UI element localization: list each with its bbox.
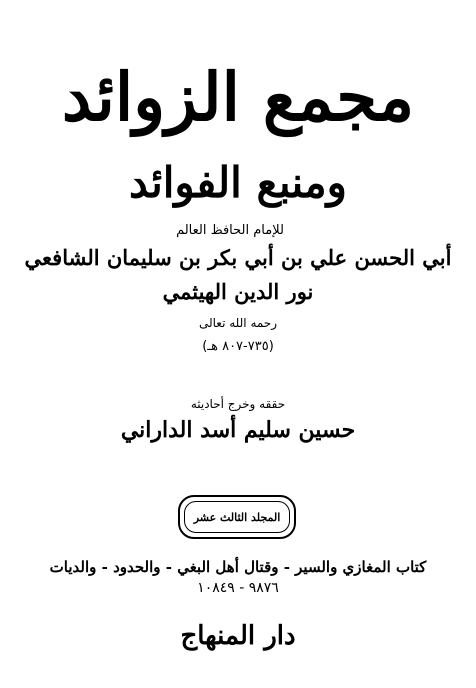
volume-badge	[178, 495, 296, 539]
author-prayer: رحمه الله تعالى	[198, 316, 278, 330]
publisher-name: دار المنهاج	[180, 621, 296, 651]
author-prefix: للإمام الحافظ العالم	[176, 223, 284, 238]
volume-contents: كتاب المغازي والسير - وقتال أهل البغي - والحدود - والديات	[49, 558, 427, 576]
author-name: أبي الحسن علي بن أبي بكر بن سليمان الشافعي	[24, 245, 452, 270]
author-years: (٧٣٥-٨٠٧ هـ)	[202, 339, 274, 354]
hadith-range: ٩٨٧٦ - ١٠٨٤٩	[197, 580, 279, 596]
author-laqab: نور الدين الهيثمي	[162, 279, 314, 304]
editor-label: حققه وخرج أحاديثه	[190, 397, 286, 411]
book-title: مجمع الزوائد	[61, 58, 415, 136]
editor-name: حسين سليم أسد الداراني	[120, 417, 356, 443]
book-subtitle: ومنبع الفوائد	[129, 158, 347, 207]
volume-label: المجلد الثالث عشر	[193, 510, 281, 524]
